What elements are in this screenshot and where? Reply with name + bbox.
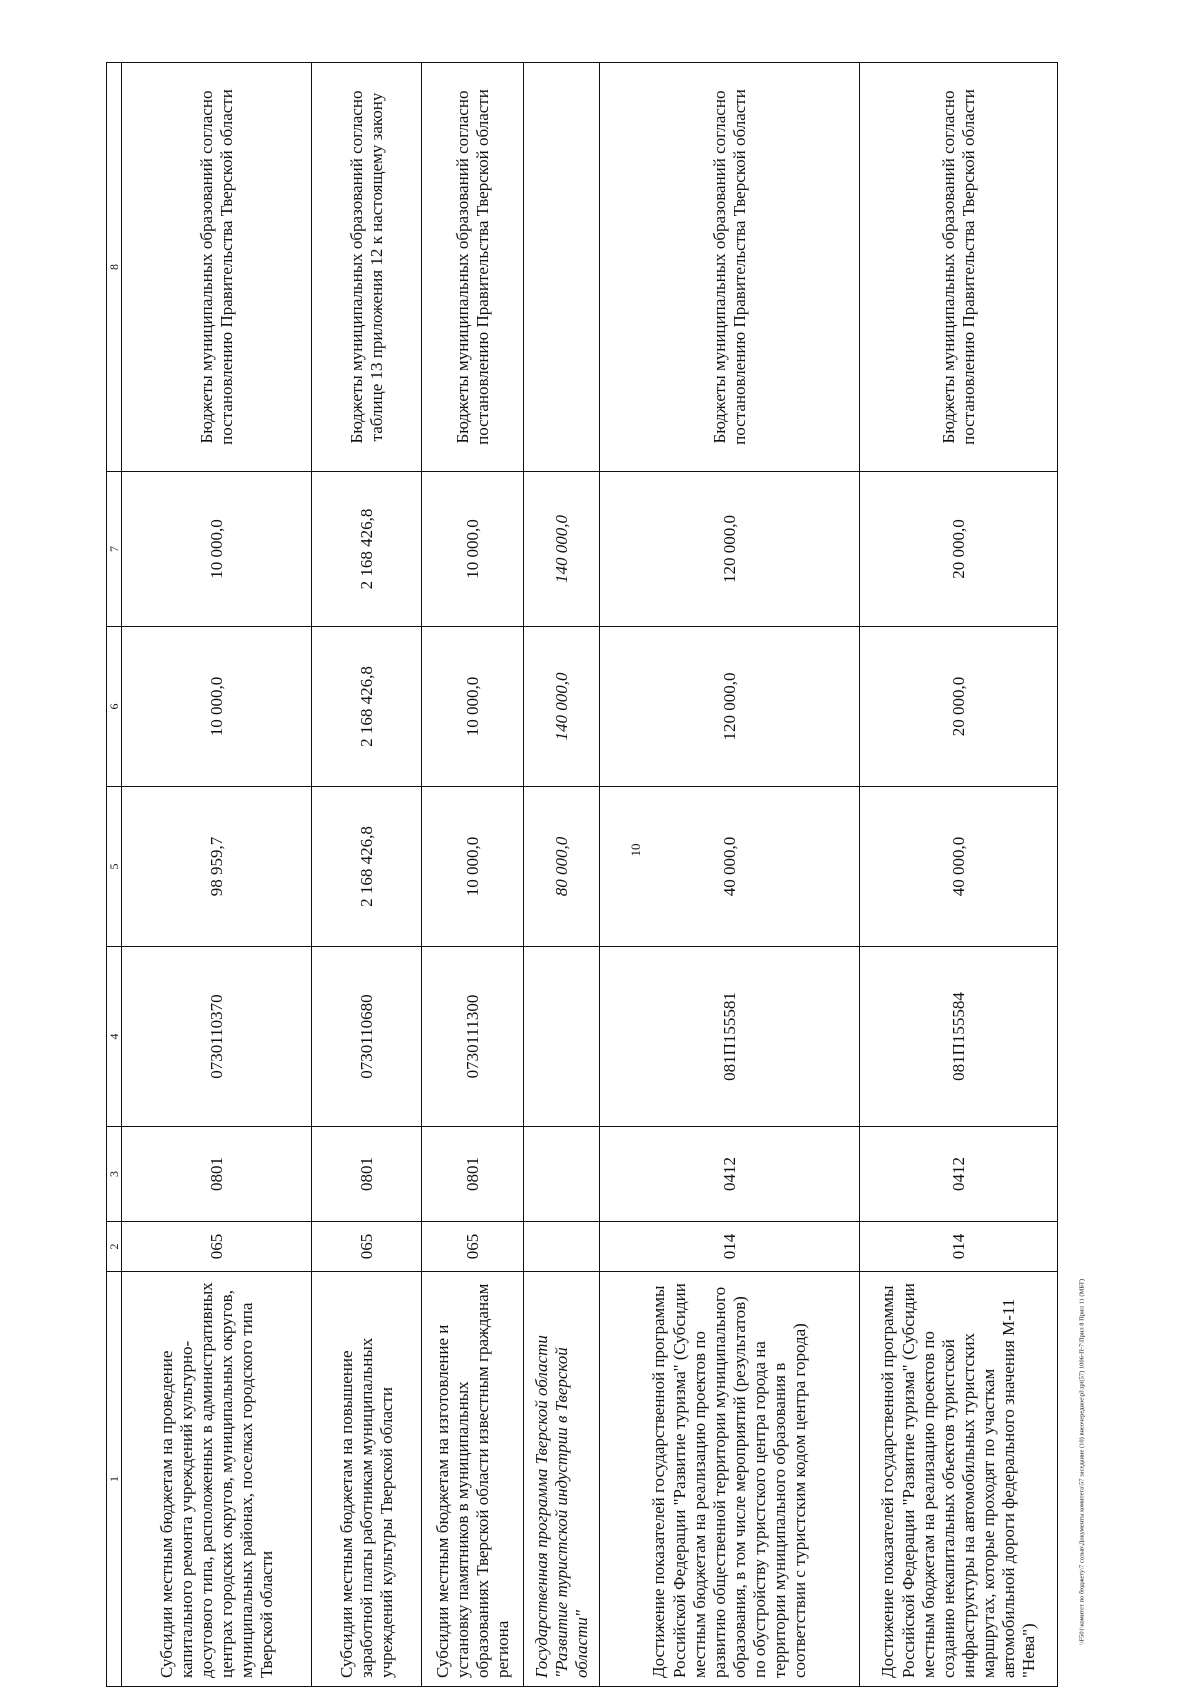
row-source: Бюджеты муниципальных образований согласно постановлению Правительства Тверской области: [422, 63, 524, 472]
row-amount-7: 120 000,0: [600, 472, 860, 627]
row-amount-6: 10 000,0: [122, 627, 312, 787]
row-amount-6: 2 168 426,8: [312, 627, 422, 787]
table-row: [312, 63, 422, 1687]
row-code-2: 065: [122, 1222, 312, 1272]
row-description: Государственная программа Тверской области "Развитие туристской индустрии в Тверской области": [524, 1272, 600, 1687]
row-source: Бюджеты муниципальных образований согласно таблице 13 приложения 12 к настоящему закону: [312, 63, 422, 472]
row-description: Субсидии местным бюджетам на повышение заработной платы работникам муниципальных учреждений культуры Тверской области: [312, 1272, 422, 1687]
row-code-3: 0412: [860, 1127, 1058, 1222]
column-number-row: [107, 63, 122, 1687]
row-code-4: 0730110370: [122, 947, 312, 1127]
row-code-4: [524, 947, 600, 1127]
row-amount-5: 40 000,0: [600, 787, 860, 947]
column-header: 3: [107, 1127, 122, 1222]
table-row: [122, 63, 312, 1687]
column-header: 5: [107, 787, 122, 947]
row-amount-6: 120 000,0: [600, 627, 860, 787]
page-number: 10: [628, 843, 643, 857]
row-amount-7: 20 000,0: [860, 472, 1058, 627]
row-amount-6: 140 000,0: [524, 627, 600, 787]
column-header: 4: [107, 947, 122, 1127]
row-code-4: 081П155584: [860, 947, 1058, 1127]
row-amount-5: 2 168 426,8: [312, 787, 422, 947]
row-code-4: 0730110680: [312, 947, 422, 1127]
column-header: 2: [107, 1222, 122, 1272]
row-code-2: [524, 1222, 600, 1272]
row-amount-7: 10 000,0: [422, 472, 524, 627]
row-amount-6: 10 000,0: [422, 627, 524, 787]
table-row-program: [524, 63, 600, 1687]
row-description: Субсидии местным бюджетам на проведение капитального ремонта учреждений культурно-досугового типа, расположенных в административных центрах городских округов, муниципальных округов, муниципальных районах, поселках городского типа Тверской области: [122, 1272, 312, 1687]
column-header: 6: [107, 627, 122, 787]
row-code-3: 0801: [122, 1127, 312, 1222]
row-code-4: 0730111300: [422, 947, 524, 1127]
row-amount-5: 10 000,0: [422, 787, 524, 947]
row-code-3: 0801: [422, 1127, 524, 1222]
row-amount-5: 98 959,7: [122, 787, 312, 947]
row-amount-6: 20 000,0: [860, 627, 1058, 787]
row-amount-7: 10 000,0: [122, 472, 312, 627]
row-amount-7: 140 000,0: [524, 472, 600, 627]
row-code-2: 014: [600, 1222, 860, 1272]
row-amount-5: 40 000,0: [860, 787, 1058, 947]
row-code-3: 0412: [600, 1127, 860, 1222]
table-row: [422, 63, 524, 1687]
row-source: Бюджеты муниципальных образований согласно постановлению Правительства Тверской области: [600, 63, 860, 472]
row-code-4: 081П155581: [600, 947, 860, 1127]
column-header: 8: [107, 63, 122, 472]
row-code-2: 065: [422, 1222, 524, 1272]
row-source: Бюджеты муниципальных образований согласно постановлению Правительства Тверской области: [122, 63, 312, 472]
row-source: Бюджеты муниципальных образований согласно постановлению Правительства Тверской области: [860, 63, 1058, 472]
table-row: [860, 63, 1058, 1687]
budget-table: [106, 62, 1058, 1687]
row-description: Субсидии местным бюджетам на изготовление и установку памятников в муниципальных образованиях Тверской области известным гражданам региона: [422, 1272, 524, 1687]
column-header: 7: [107, 472, 122, 627]
row-description: Достижение показателей государственной программы Российской Федерации "Развитие туризма" (Субсидии местным бюджетам на реализацию проектов по созданию некапитальных объектов туристской инфраструктуры на автомобильных туристских маршрутах, которые проходят по участкам автомобильной дороги федерального значения М-11 "Нева"): [860, 1272, 1058, 1687]
column-header: 1: [107, 1272, 122, 1687]
footer-file-path: \\F501\комитет по бюджету\7 созыв\Документы комитета\57 заседание (10) внеочередное\рl\зрt(57) 1006-П-7\Прил 8 Прил 11 (МБТ): [1078, 1278, 1086, 1646]
row-code-2: 065: [312, 1222, 422, 1272]
row-amount-5: 80 000,0: [524, 787, 600, 947]
row-code-2: 014: [860, 1222, 1058, 1272]
row-code-3: 0801: [312, 1127, 422, 1222]
row-description: Достижение показателей государственной программы Российской Федерации "Развитие туризма" (Субсидии местным бюджетам на реализацию проектов по развитию общественной территории муниципального образования, в том числе мероприятий (результатов) по обустройству туристского центра города на территории муниципального образования в соответствии с туристским кодом центра города): [600, 1272, 860, 1687]
row-amount-7: 2 168 426,8: [312, 472, 422, 627]
row-source: [524, 63, 600, 472]
table-row: [600, 63, 860, 1687]
row-code-3: [524, 1127, 600, 1222]
